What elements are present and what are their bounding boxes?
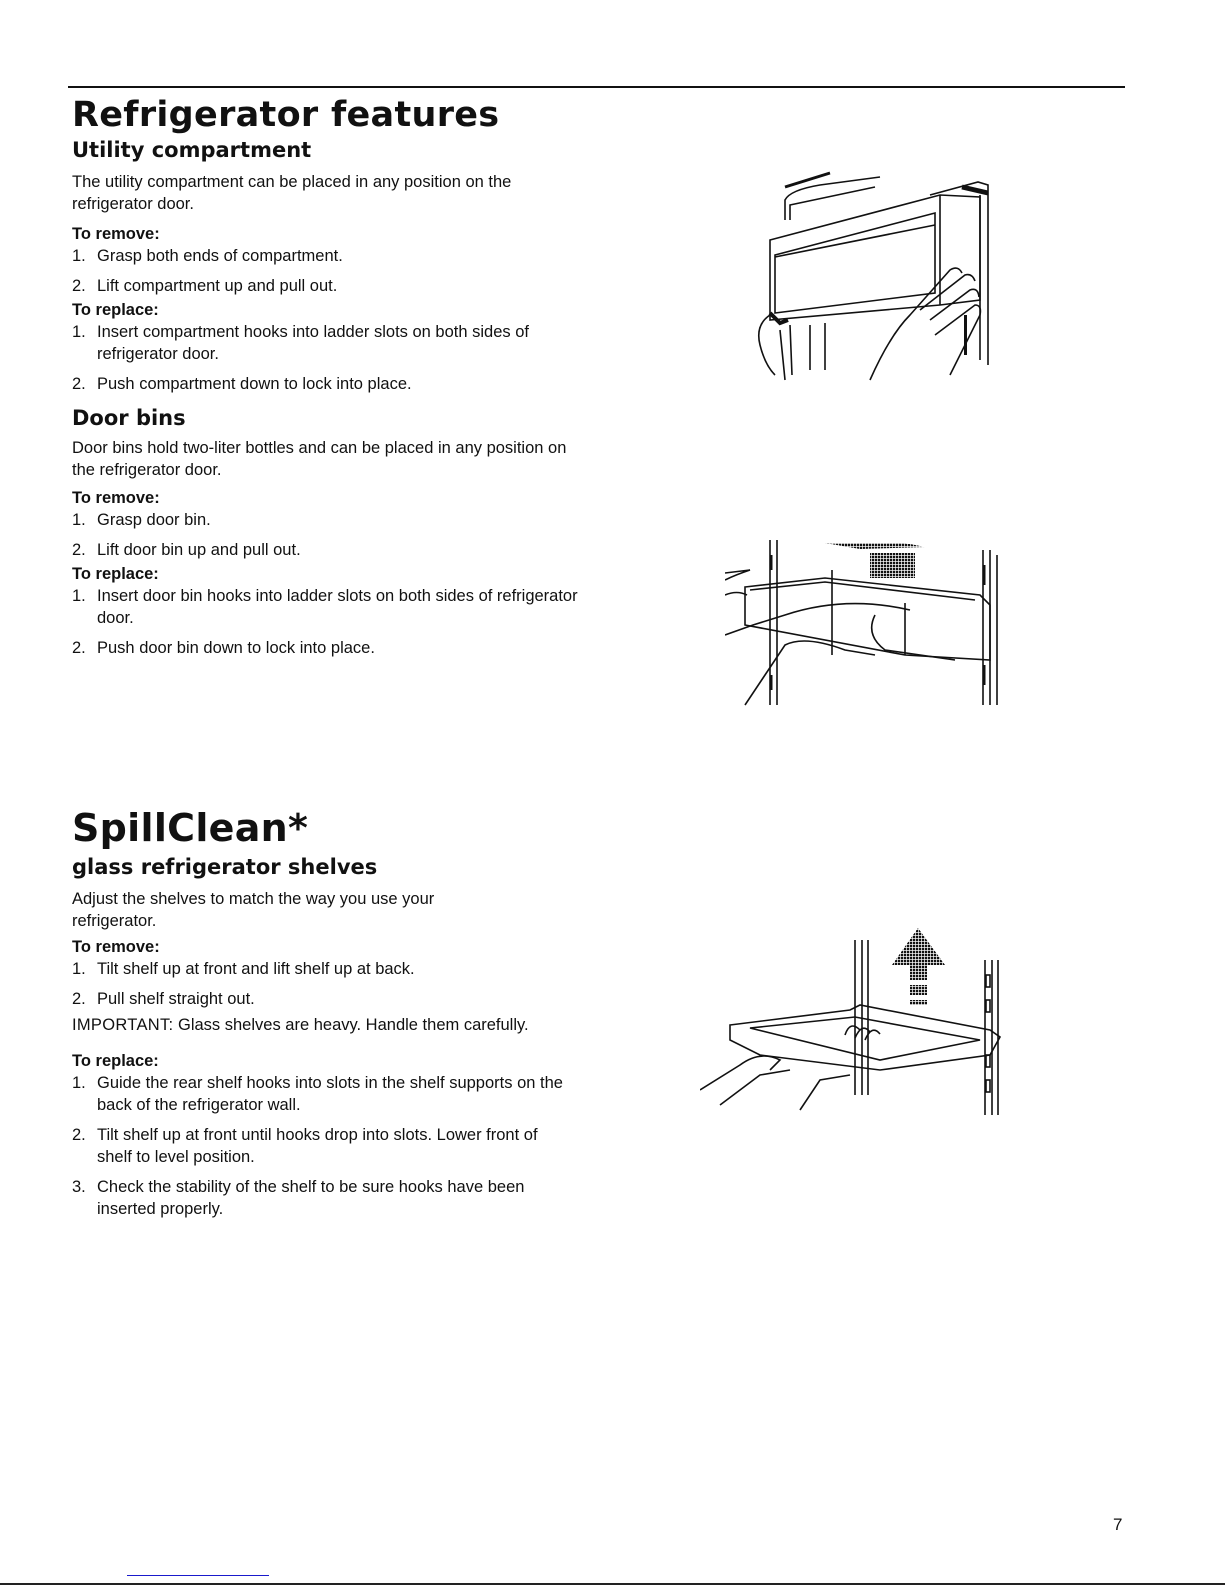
shelf-outline	[730, 1005, 1000, 1070]
step-text: Tilt shelf up at front until hooks drop into slots. Lower front of shelf to level position.	[97, 1126, 538, 1166]
list-item	[72, 321, 562, 365]
important-text: Glass shelves are heavy. Handle them carefully.	[173, 1016, 529, 1034]
compartment-front-panel	[775, 213, 935, 313]
utility-heading: Utility compartment	[72, 138, 312, 162]
door-bins-remove-steps	[72, 509, 592, 561]
refrigerator-features-section	[72, 95, 592, 667]
left-hand	[725, 570, 910, 635]
list-item	[72, 988, 592, 1010]
motion-arrow-stem	[870, 553, 915, 578]
page-title: Refrigerator features	[72, 95, 500, 135]
glass-shelf-illustration	[700, 900, 1015, 1115]
utility-remove-steps	[72, 245, 592, 297]
step-number: 1.	[72, 1074, 86, 1092]
utility-replace-steps	[72, 321, 562, 395]
spillclean-replace-steps	[72, 1072, 567, 1220]
top-rule	[68, 86, 1125, 88]
step-number: 1.	[72, 587, 86, 605]
step-text: Push compartment down to lock into place.	[97, 375, 412, 393]
door-bins-heading: Door bins	[72, 406, 186, 430]
step-text: Guide the rear shelf hooks into slots in the shelf supports on the back of the refrigerator wall.	[97, 1074, 563, 1114]
list-item	[72, 373, 562, 395]
step-number: 1.	[72, 960, 86, 978]
step-number: 1.	[72, 511, 86, 529]
motion-arrow-head	[825, 543, 925, 549]
door-bins-replace-label: To replace:	[72, 565, 159, 583]
list-item	[72, 1176, 567, 1220]
up-arrow-icon	[892, 928, 945, 980]
important-label: IMPORTANT:	[72, 1016, 174, 1034]
step-text: Insert door bin hooks into ladder slots on both sides of refrigerator door.	[97, 587, 578, 627]
step-number: 2.	[72, 990, 86, 1008]
utility-intro: The utility compartment can be placed in any position on the refrigerator door.	[72, 173, 512, 213]
up-arrow-dash	[910, 985, 927, 995]
step-number: 3.	[72, 1178, 86, 1196]
compartment-inner-line	[775, 225, 935, 257]
list-item	[72, 539, 592, 561]
door-bin-illustration	[725, 535, 1010, 710]
compartment-support-lines	[810, 323, 825, 370]
spillclean-remove-label: To remove:	[72, 938, 160, 956]
step-text: Lift door bin up and pull out.	[97, 541, 301, 559]
step-text: Lift compartment up and pull out.	[97, 277, 338, 295]
step-number: 1.	[72, 323, 86, 341]
spillclean-title: SpillClean*	[72, 806, 309, 850]
step-text: Pull shelf straight out.	[97, 990, 255, 1008]
spillclean-section	[72, 806, 592, 1228]
spillclean-intro: Adjust the shelves to match the way you use your refrigerator.	[72, 890, 435, 930]
list-item	[72, 509, 592, 531]
important-note	[72, 1014, 542, 1036]
step-number: 2.	[72, 375, 86, 393]
list-item	[72, 958, 592, 980]
step-text: Push door bin down to lock into place.	[97, 639, 375, 657]
step-number: 2.	[72, 639, 86, 657]
door-bin-outline	[745, 578, 990, 660]
utility-replace-label: To replace:	[72, 301, 159, 319]
spillclean-replace-label: To replace:	[72, 1052, 159, 1070]
list-item	[72, 585, 582, 629]
ladder-slot	[986, 1000, 990, 1012]
utility-compartment-illustration	[730, 165, 1000, 390]
ladder-slot	[986, 1055, 990, 1067]
spillclean-remove-steps	[72, 958, 592, 1010]
step-text: Insert compartment hooks into ladder slots on both sides of refrigerator door.	[97, 323, 529, 363]
step-number: 2.	[72, 277, 86, 295]
blue-underline	[127, 1575, 269, 1576]
step-text: Grasp door bin.	[97, 511, 211, 529]
step-number: 1.	[72, 247, 86, 265]
door-bins-replace-steps	[72, 585, 582, 659]
step-number: 2.	[72, 1126, 86, 1144]
right-hand	[870, 268, 980, 380]
spillclean-heading: glass refrigerator shelves	[72, 855, 378, 879]
step-number: 2.	[72, 541, 86, 559]
list-item	[72, 637, 582, 659]
list-item	[72, 1072, 567, 1116]
ladder-slot	[986, 1080, 990, 1092]
page-number: 7	[1113, 1515, 1123, 1534]
door-bins-intro: Door bins hold two-liter bottles and can be placed in any position on the refrigerator door.	[72, 439, 567, 479]
list-item	[72, 245, 592, 267]
left-hand	[759, 315, 792, 380]
up-arrow-dash	[910, 1000, 927, 1005]
door-top-shadow	[962, 187, 988, 193]
utility-remove-label: To remove:	[72, 225, 160, 243]
ladder-slot	[986, 975, 990, 987]
ladder-slot	[964, 315, 967, 355]
step-text: Check the stability of the shelf to be sure hooks have been inserted properly.	[97, 1178, 525, 1218]
step-text: Grasp both ends of compartment.	[97, 247, 343, 265]
list-item	[72, 1124, 567, 1168]
list-item	[72, 275, 592, 297]
step-text: Tilt shelf up at front and lift shelf up at back.	[97, 960, 415, 978]
door-bins-remove-label: To remove:	[72, 489, 160, 507]
